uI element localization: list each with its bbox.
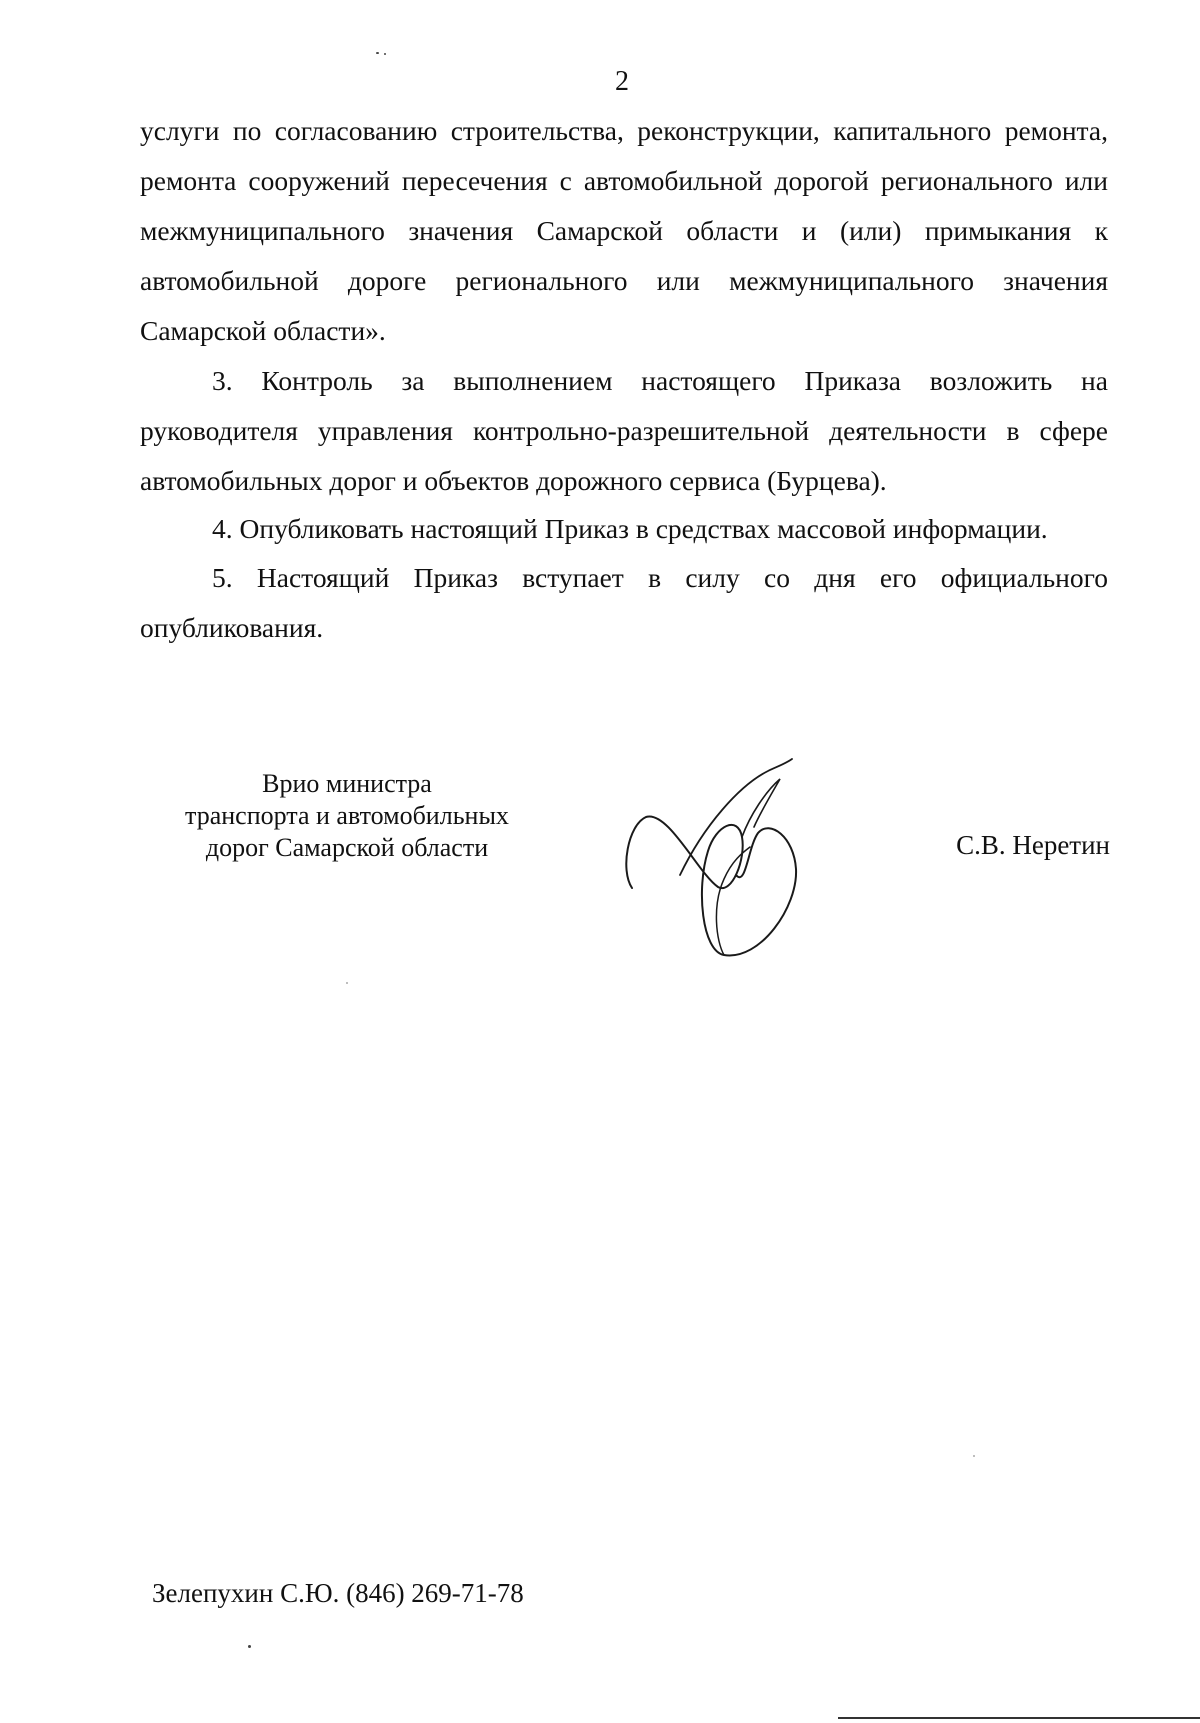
signer-position [140,768,554,864]
paragraph-4-publish: 4. Опубликовать настоящий Приказ в средствах массовой информации. [212,513,1048,544]
scan-speck [346,982,348,984]
scan-speck [384,53,386,55]
signer-position-line-2: транспорта и автомобильных [185,801,509,830]
scan-speck [248,1645,251,1648]
signer-position-line-3: дорог Самарской области [205,833,489,862]
paragraph-continuation: услуги по согласованию строительства, реконструкции, капитального ремонта, ремонта сооружений пересечения с автомобильной дорогой регионального или межмуниципального значения Самарской области и (или) примыкания к автомобильной дороге регионального или межмуниципального значения Самарской области». [140,115,1108,346]
signer-name: С.В. Неретин [956,830,1110,860]
paragraph-5-effective-date: 5. Настоящий Приказ вступает в силу со дня его официального опубликования. [140,562,1108,643]
page-number: 2 [615,66,629,97]
handwritten-signature [620,755,820,965]
executor-contact: Зелепухин С.Ю. (846) 269-71-78 [152,1578,524,1608]
scan-speck [973,1455,975,1457]
scan-edge-line [838,1717,1200,1719]
signer-position-line-1: Врио министра [262,769,432,798]
scan-speck [376,52,379,54]
paragraph-3-control: 3. Контроль за выполнением настоящего Приказа возложить на руководителя управления контрольно-разрешительной деятельности в сфере автомобильных дорог и объектов дорожного сервиса (Бурцева). [140,365,1108,496]
